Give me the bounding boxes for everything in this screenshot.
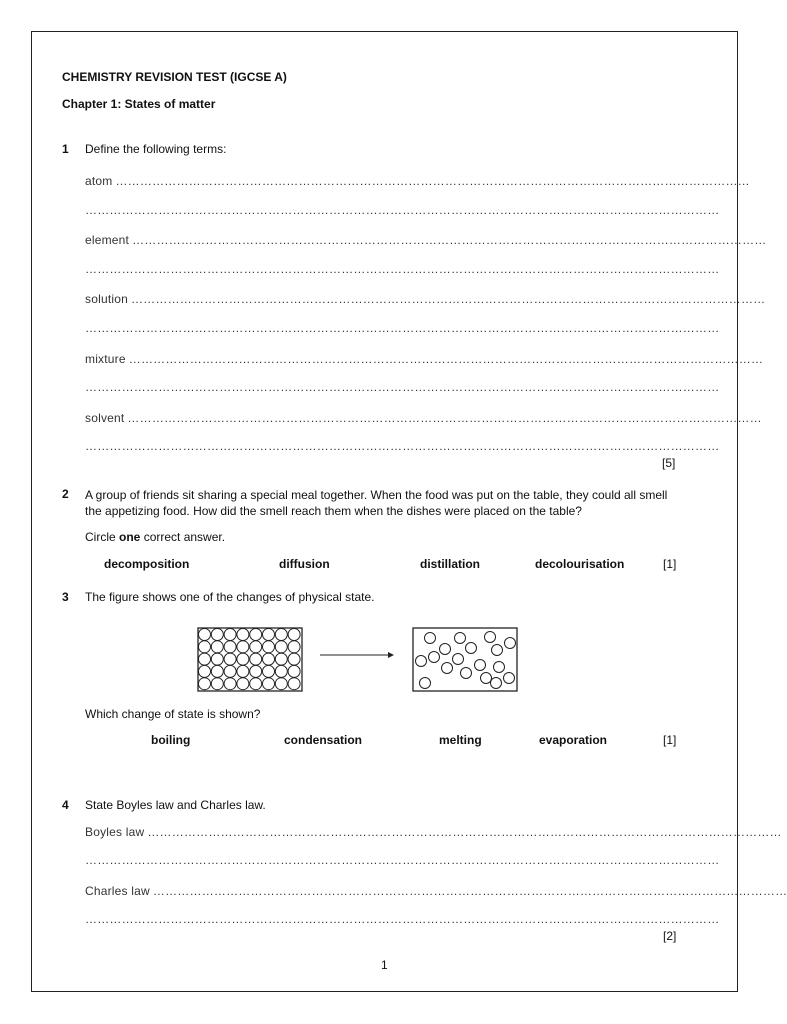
answer-line[interactable]: ………………………………………………………………………………………………………………………………………… (85, 262, 720, 276)
question-2-number: 2 (62, 487, 69, 501)
question-3-marks: [1] (663, 733, 677, 747)
option-melting[interactable]: melting (439, 733, 482, 747)
chapter-title: Chapter 1: States of matter (62, 97, 216, 111)
solid-particle (211, 665, 223, 677)
answer-line-solution[interactable]: solution ………………………………………………………………………………………………………………………………………… (85, 292, 766, 306)
solid-particle (263, 678, 275, 690)
question-2-text: A group of friends sit sharing a special meal together. When the food was put on the table, they could all smell the appetizing food. How did the smell reach them when the dishes were placed on the table? (85, 488, 668, 518)
solid-particle (275, 653, 287, 665)
solid-particle (237, 641, 249, 653)
question-2-instruction: Circle one correct answer. (85, 530, 226, 544)
solid-particle (275, 665, 287, 677)
solid-particle (237, 665, 249, 677)
answer-line-solvent[interactable]: solvent ………………………………………………………………………………………………………………………………………… (85, 411, 762, 425)
state-change-figure (190, 620, 530, 700)
test-title: CHEMISTRY REVISION TEST (IGCSE A) (62, 70, 287, 84)
solid-particle (224, 665, 236, 677)
solid-particle (211, 629, 223, 641)
solid-particle (211, 653, 223, 665)
option-evaporation[interactable]: evaporation (539, 733, 608, 747)
term-element: element (85, 233, 132, 247)
answer-line[interactable]: ………………………………………………………………………………………………………………………………………… (85, 439, 720, 453)
solid-particle (237, 629, 249, 641)
solid-particle (250, 641, 262, 653)
solid-particle (224, 678, 236, 690)
term-solution: solution (85, 292, 131, 306)
solid-particle (275, 641, 287, 653)
question-3-question: Which change of state is shown? (85, 707, 261, 721)
solid-particle (275, 629, 287, 641)
option-decomposition[interactable]: decomposition (104, 557, 190, 571)
answer-line-atom[interactable]: atom ………………………………………………………………………………………………………………………………………… (85, 174, 750, 188)
term-charles-law: Charles law (85, 884, 153, 898)
answer-line[interactable]: ………………………………………………………………………………………………………………………………………… (85, 380, 720, 394)
answer-line-mixture[interactable]: mixture ………………………………………………………………………………………………………………………………………… (85, 352, 764, 366)
solid-particle (237, 678, 249, 690)
solid-particle (288, 653, 300, 665)
question-3-number: 3 (62, 590, 69, 604)
solid-particle (211, 678, 223, 690)
solid-particle (199, 678, 211, 690)
option-boiling[interactable]: boiling (151, 733, 191, 747)
question-1-prompt: Define the following terms: (85, 142, 227, 156)
page-number: 1 (381, 958, 388, 972)
question-4-marks: [2] (663, 929, 677, 943)
question-3-text: The figure shows one of the changes of physical state. (85, 590, 375, 604)
solid-particle (288, 629, 300, 641)
question-1-number: 1 (62, 142, 69, 156)
solid-particle (237, 653, 249, 665)
solid-particle (224, 629, 236, 641)
option-decolourisation[interactable]: decolourisation (535, 557, 625, 571)
solid-particle (224, 653, 236, 665)
solid-particle (263, 641, 275, 653)
solid-particle (288, 665, 300, 677)
answer-line[interactable]: ………………………………………………………………………………………………………………………………………… (85, 912, 720, 926)
answer-line-charles-law[interactable]: Charles law ………………………………………………………………………………………………………………………………………… (85, 884, 787, 898)
solid-particle (288, 641, 300, 653)
solid-particle (250, 665, 262, 677)
solid-particle (263, 629, 275, 641)
question-2-marks: [1] (663, 557, 677, 571)
term-mixture: mixture (85, 352, 129, 366)
arrowhead-icon (388, 652, 394, 658)
solid-particle (199, 629, 211, 641)
solid-particle (211, 641, 223, 653)
term-boyles-law: Boyles law (85, 825, 147, 839)
option-diffusion[interactable]: diffusion (279, 557, 330, 571)
term-atom: atom (85, 174, 115, 188)
solid-particle (275, 678, 287, 690)
answer-line-boyles-law[interactable]: Boyles law ………………………………………………………………………………………………………………………………………… (85, 825, 782, 839)
solid-particle (224, 641, 236, 653)
answer-line[interactable]: ………………………………………………………………………………………………………………………………………… (85, 203, 720, 217)
solid-particle (199, 641, 211, 653)
option-distillation[interactable]: distillation (420, 557, 480, 571)
answer-line-element[interactable]: element ………………………………………………………………………………………………………………………………………… (85, 233, 767, 247)
solid-particle (199, 665, 211, 677)
solid-particle (288, 678, 300, 690)
answer-line[interactable]: ………………………………………………………………………………………………………………………………………… (85, 321, 720, 335)
option-condensation[interactable]: condensation (284, 733, 363, 747)
solid-particle (250, 629, 262, 641)
solid-particle (263, 665, 275, 677)
solid-particle (250, 678, 262, 690)
question-1-marks: [5] (662, 456, 676, 470)
term-solvent: solvent (85, 411, 127, 425)
answer-line[interactable]: ………………………………………………………………………………………………………………………………………… (85, 853, 720, 867)
solid-particle (263, 653, 275, 665)
question-4-number: 4 (62, 798, 69, 812)
solid-particle (199, 653, 211, 665)
question-4-text: State Boyles law and Charles law. (85, 798, 266, 812)
solid-particle (250, 653, 262, 665)
